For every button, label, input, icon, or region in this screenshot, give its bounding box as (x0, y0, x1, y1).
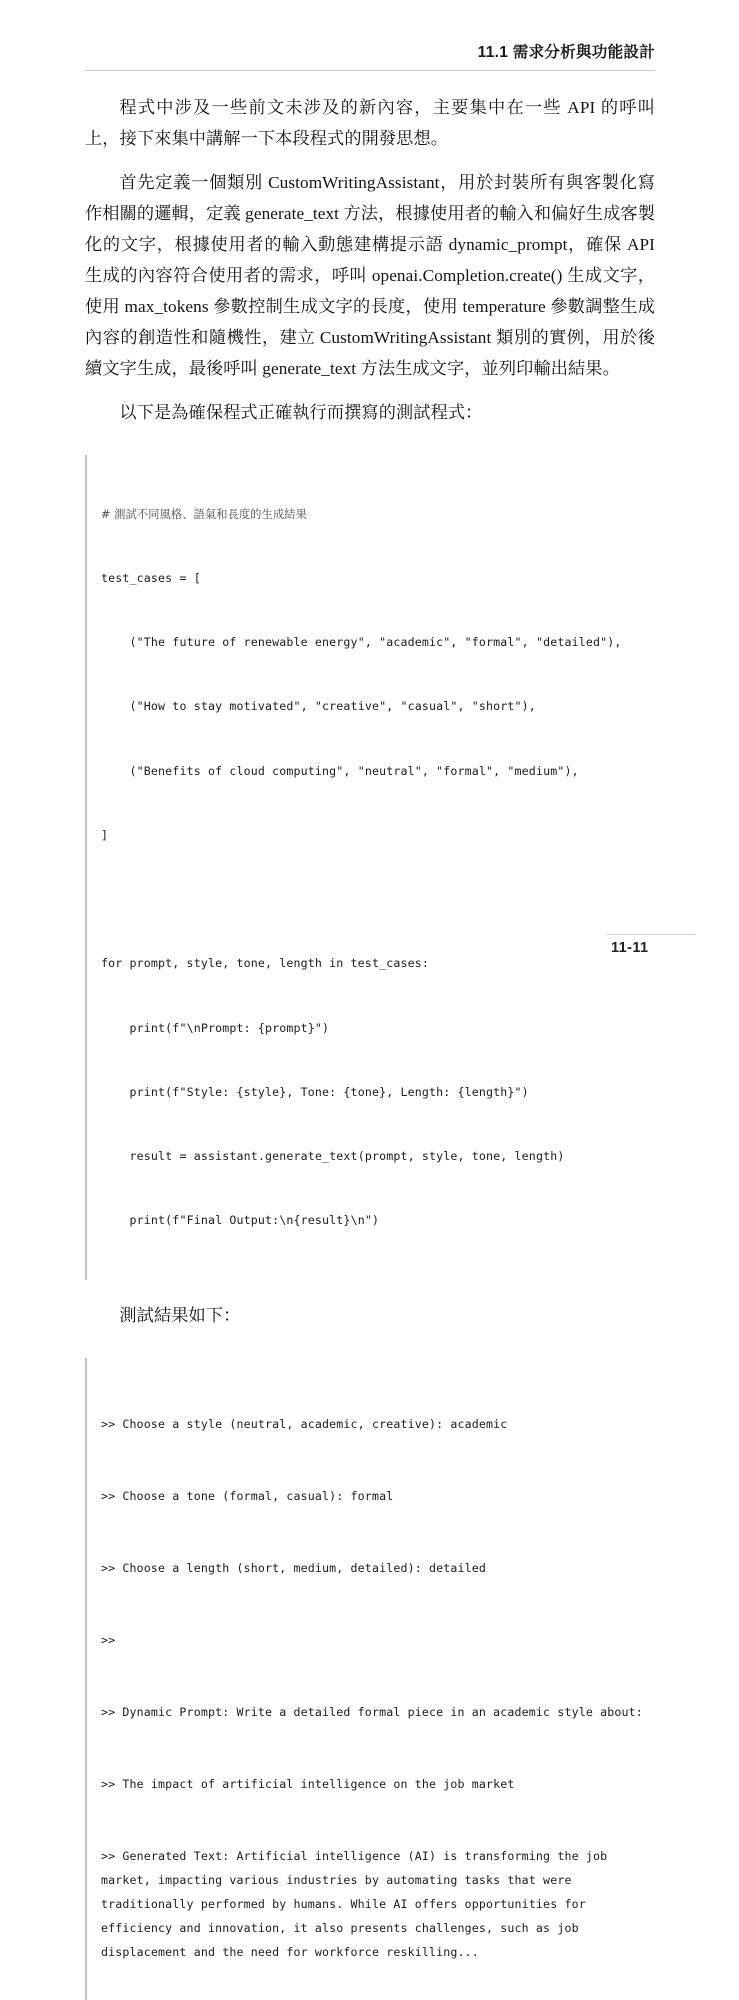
output-line: >> Choose a style (neutral, academic, creative): academic (101, 1417, 508, 1432)
code-line: print(f"Style: {style}, Tone: {tone}, Length: {length}") (101, 1084, 529, 1099)
code-line: ("The future of renewable energy", "academic", "formal", "detailed"), (101, 635, 622, 650)
body-paragraph-1: 程式中涉及一些前文未涉及的新內容，主要集中在一些 API 的呼叫上，接下來集中講解一下本段程式的開發思想。 (85, 98, 655, 148)
output-line: >> Generated Text: Artificial intelligence (AI) is transforming the job market, impacting various industries by automating tasks that were traditionally performed by humans. While AI offers opportunities for efficiency and innovation, it also presents challenges, such as job displacement and the need for workforce reskilling... (101, 1849, 615, 1960)
output-line: >> (101, 1633, 116, 1648)
header-section-title: 11.1 需求分析與功能設計 (477, 44, 655, 61)
result-intro-paragraph: 測試結果如下： (119, 1306, 241, 1326)
code-listing (85, 455, 655, 1280)
code-line-blank (101, 889, 655, 910)
page-number: 11-11 (611, 940, 649, 956)
output-line: >> Dynamic Prompt: Write a detailed formal piece in an academic style about: (101, 1705, 643, 1720)
code-line: for prompt, style, tone, length in test_cases: (101, 956, 429, 971)
footer-divider (607, 934, 695, 935)
header-divider (85, 70, 655, 71)
code-line: print(f"Final Output:\n{result}\n") (101, 1213, 380, 1228)
output-line: >> Choose a tone (formal, casual): formal (101, 1489, 394, 1504)
body-paragraph-3: 以下是為確保程式正確執行而撰寫的測試程式： (119, 403, 483, 422)
code-line: ("Benefits of cloud computing", "neutral", "formal", "medium"), (101, 763, 579, 778)
page-footer (0, 934, 739, 974)
code-line: test_cases = [ (101, 571, 201, 586)
output-line: >> The impact of artificial intelligence on the job market (101, 1777, 515, 1792)
page-content (85, 92, 655, 2000)
output-line: >> Choose a length (short, medium, detailed): detailed (101, 1561, 487, 1576)
spacer-after-code (85, 1280, 655, 1300)
code-line: print(f"\nPrompt: {prompt}") (101, 1020, 330, 1035)
footer-folio-group (607, 934, 695, 956)
code-comment-line: # 測試不同風格、語氣和長度的生成結果 (101, 507, 307, 521)
code-line: result = assistant.generate_text(prompt, style, tone, length) (101, 1148, 565, 1163)
code-line: ("How to stay motivated", "creative", "casual", "short"), (101, 699, 536, 714)
body-paragraph-2: 首先定義一個類別 CustomWritingAssistant，用於封裝所有與客製化寫作相關的邏輯，定義 generate_text 方法，根據使用者的輸入和偏好生成客製化的文字，根據使用者的輸入動態建構提示語 dynamic_prompt，確保 API 生成的內容符合使用者的需求，呼叫 openai.Completion.create() 生成文字，使用 max_tokens 參數控制生成文字的長度，使用 temperature 參數調整生成內容的創造性和隨機性，建立 CustomWritingAssistant 類別的實例，用於後續文字生成，最後呼叫 generate_text 方法生成文字，並列印輸出結果。 (85, 173, 655, 378)
code-line: ] (101, 827, 109, 842)
output-listing (85, 1358, 655, 2000)
spacer-before-output (85, 1344, 655, 1358)
spacer-before-code (85, 441, 655, 455)
page-header (85, 44, 655, 71)
